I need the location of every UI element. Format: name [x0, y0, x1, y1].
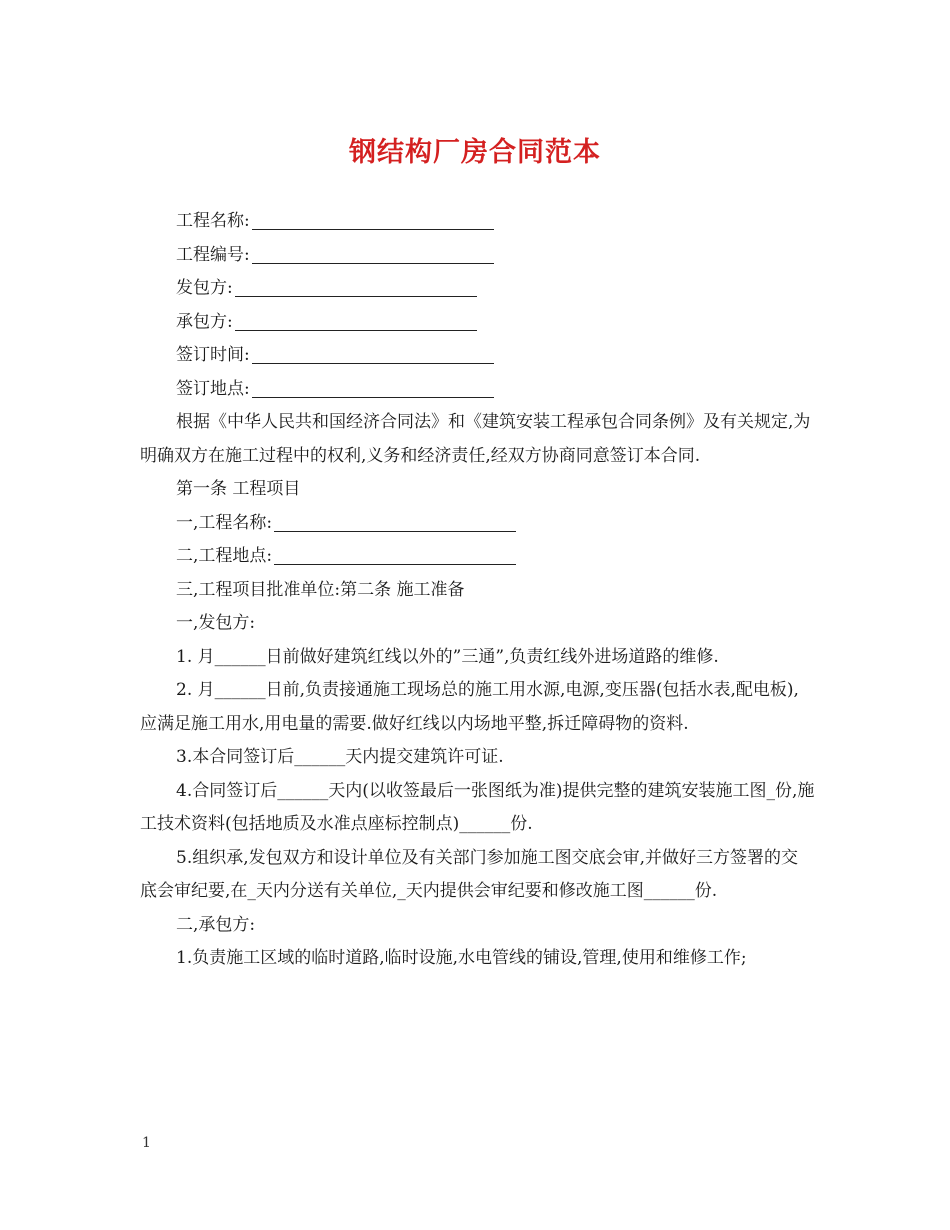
item-label: 二,工程地点: — [176, 546, 273, 566]
field-contractor — [140, 306, 815, 340]
field-label: 承包方: — [176, 311, 233, 332]
intro-paragraph: 根据《中华人民共和国经济合同法》和《建筑安装工程承包合同条例》及有关规定,为明确双方在施工过程中的权利,义务和经济责任,经双方协商同意签订本合同. — [140, 412, 811, 466]
field-label: 工程名称: — [176, 211, 250, 231]
party-a-item: 5.组织承,发包双方和设计单位及有关部门参加施工图交底会审,并做好三方签署的交底会审纪要,在_天内分送有关单位,_天内提供会审纪要和修改施工图______份. — [140, 847, 799, 901]
field-signing-place — [140, 373, 815, 407]
field-project-name — [140, 205, 815, 239]
party-a-item: 3.本合同签订后______天内提交建筑许可证. — [176, 747, 504, 767]
field-blank — [274, 509, 516, 532]
field-blank — [252, 341, 494, 364]
party-a-item: 2. 月______日前,负责接通施工现场总的施工用水源,电源,变压器(包括水表,配电板),应满足施工用水,用电量的需要.做好红线以内场地平整,拆迁障碍物的资料. — [140, 680, 799, 734]
party-a-heading: 一,发包方: — [176, 613, 256, 633]
article1-item3: 三,工程项目批准单位:第二条 施工准备 — [176, 579, 465, 600]
field-blank — [252, 241, 494, 264]
party-b-item: 1.负责施工区域的临时道路,临时设施,水电管线的铺设,管理,使用和维修工作; — [176, 948, 747, 968]
document-body — [140, 205, 815, 976]
field-employer — [140, 272, 815, 306]
field-blank — [235, 308, 477, 331]
field-label: 工程编号: — [176, 244, 250, 265]
field-blank — [235, 274, 477, 297]
article1-item2 — [140, 540, 815, 574]
field-label: 签订时间: — [176, 345, 250, 365]
field-blank — [252, 375, 494, 398]
item-label: 一,工程名称: — [176, 512, 273, 533]
party-b-heading: 二,承包方: — [176, 914, 256, 935]
article1-heading: 第一条 工程项目 — [176, 479, 301, 499]
party-a-item: 4.合同签订后______天内(以收签最后一张图纸为准)提供完整的建筑安装施工图_份,施工技术资料(包括地质及水准点座标控制点)______份. — [140, 780, 815, 834]
field-blank — [252, 207, 494, 230]
field-blank — [274, 542, 516, 565]
field-label: 签订地点: — [176, 378, 250, 399]
article1-item1 — [140, 507, 815, 541]
document-title: 钢结构厂房合同范本 — [349, 137, 601, 168]
page-number: 1 — [142, 1135, 151, 1151]
field-project-number — [140, 239, 815, 273]
field-label: 发包方: — [176, 278, 233, 298]
party-a-item: 1. 月______日前做好建筑红线以外的”三通”,负责红线外进场道路的维修. — [176, 646, 719, 667]
field-signing-time — [140, 339, 815, 373]
